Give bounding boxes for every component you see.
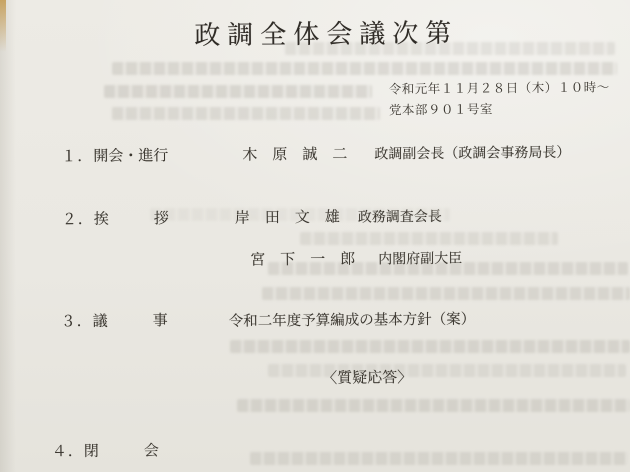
meeting-location: 党本部９０１号室	[388, 102, 493, 118]
meeting-datetime: 令和元年１１月２８日（木）１０時～	[388, 80, 610, 97]
speaker-name: 岸 田 文 雄	[234, 209, 340, 227]
item-number: ３．	[60, 313, 93, 331]
agenda-item-greeting	[61, 207, 442, 229]
speaker-name: 木 原 誠 二	[242, 146, 348, 164]
page-title: 政調全体会議次第	[194, 18, 459, 51]
agenda-item-closing	[52, 439, 159, 461]
item-label: 開会・進行	[93, 148, 169, 165]
item-label: 挨 拶	[93, 211, 169, 228]
speaker-role: 内閣府副大臣	[378, 251, 463, 268]
speaker-name: 宮 下 一 郎	[250, 251, 356, 269]
item-label: 議 事	[92, 313, 168, 330]
agenda-item-proceedings	[60, 309, 476, 331]
item-number: １．	[61, 148, 94, 166]
item-number: ４．	[51, 444, 84, 461]
agenda-item-opening	[61, 144, 571, 166]
speaker-role: 政調副会長（政調会事務局長）	[374, 145, 571, 163]
item-number: ２．	[61, 211, 94, 229]
item-label: 閉 会	[83, 443, 159, 461]
speaker-role: 政務調査会長	[357, 209, 442, 226]
qa-note: 〈質疑応答〉	[322, 370, 413, 387]
meeting-meta	[389, 77, 610, 121]
proceedings-topic: 令和二年度予算編成の基本方針（案）	[228, 311, 476, 330]
